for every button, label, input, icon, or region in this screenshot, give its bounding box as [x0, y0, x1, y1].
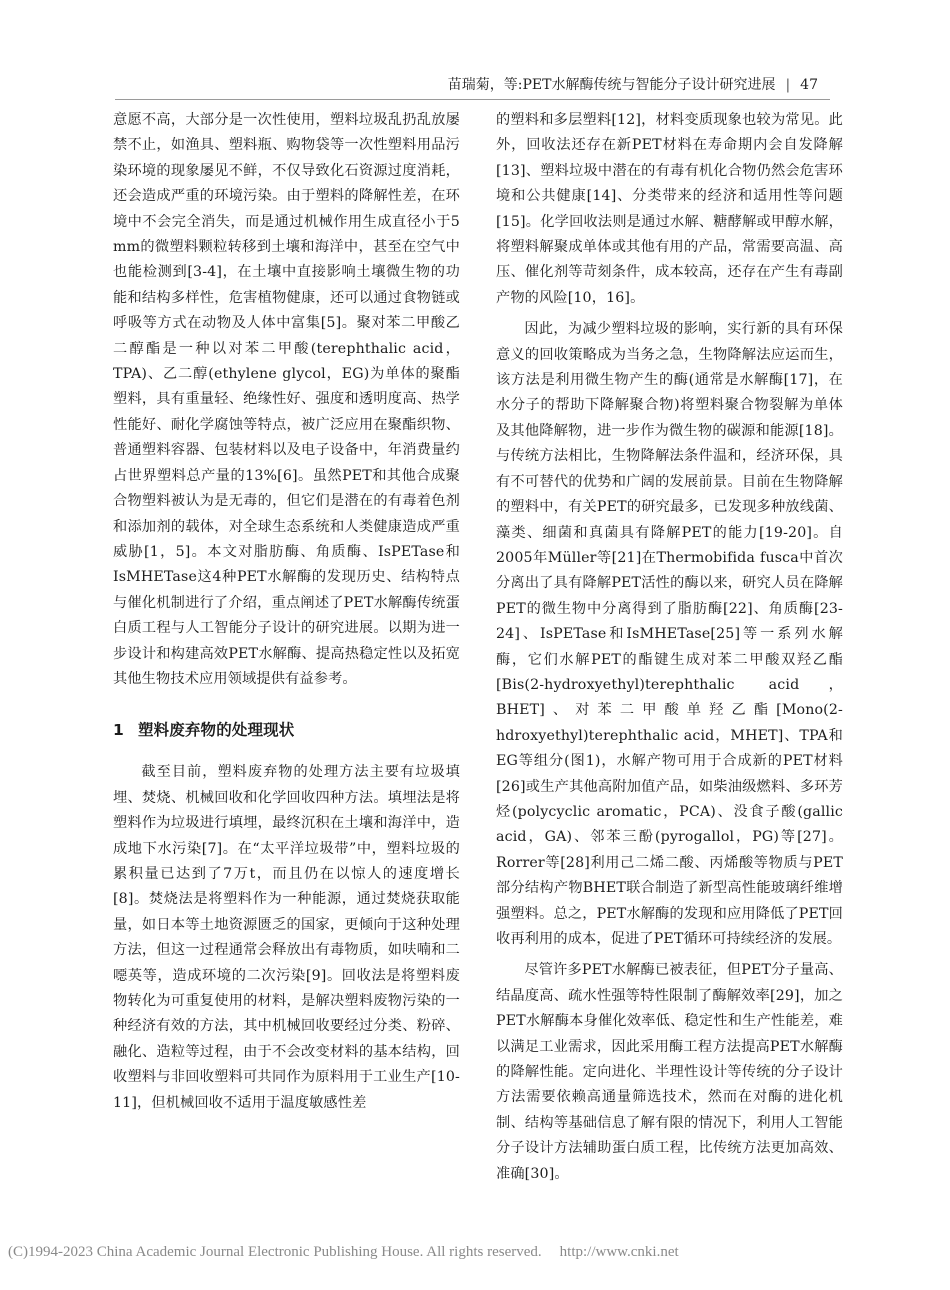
right-paragraph-2: 因此，为减少塑料垃圾的影响，实行新的具有环保意义的回收策略成为当务之急，生物降解法应运而生，该方法是利用微生物产生的酶(通常是水解酶[17]，在水分子的帮助下降解聚合物)将塑料聚合物裂解为单体及其他降解物，进一步作为微生物的碳源和能源[18]。与传统方法相比，生物降解法条件温和，经济环保，具有不可替代的优势和广阔的发展前景。目前在生物降解的塑料中，有关PET的研究最多，已发现多种放线菌、藻类、细菌和真菌具有降解PET的能力[19-20]。自2005年Müller等[21]在Thermobifida fusca中首次分离出了具有降解PET活性的酶以来，研究人员在降解PET的微生物中分离得到了脂肪酶[22]、角质酶[23-24]、IsPETase和IsMHETase[25]等一系列水解酶，它们水解PET的酯键生成对苯二甲酸双羟乙酯[Bis(2-hydroxyethyl)terephthalic acid，BHET]、对苯二甲酸单羟乙酯[Mono(2-hdroxyethyl)terephthalic acid，MHET]、TPA和EG等组分(图1)，水解产物可用于合成新的PET材料[26]或生产其他高附加值产品，如柴油级燃料、多环芳烃(polycyclic aromatic，PCA)、没食子酸(gallic acid，GA)、邻苯三酚(pyrogallol，PG)等[27]。Rorrer等[28]利用己二烯二酸、丙烯酸等物质与PET部分结构产物BHET联合制造了新型高性能玻璃纤维增强塑料。总之，PET水解酶的发现和应用降低了PET回收再利用的成本，促进了PET循环可持续经济的发展。	[496, 321, 843, 947]
section-heading	[113, 718, 460, 742]
page-number: 47	[800, 77, 818, 93]
left-paragraph-1: 意愿不高，大部分是一次性使用，塑料垃圾乱扔乱放屡禁不止，如渔具、塑料瓶、购物袋等一次性塑料用品污染环境的现象屡见不鲜，不仅导致化石资源过度消耗，还会造成严重的环境污染。由于塑料的降解性差，在环境中不会完全消失，而是通过机械作用生成直径小于5 mm的微塑料颗粒转移到土壤和海洋中，甚至在空气中也能检测到[3-4]，在土壤中直接影响土壤微生物的功能和结构多样性，危害植物健康，还可以通过食物链或呼吸等方式在动物及人体中富集[5]。聚对苯二甲酸乙二醇酯是一种以对苯二甲酸(terephthalic acid，TPA)、乙二醇(ethylene glycol，EG)为单体的聚酯塑料，具有重量轻、绝缘性好、强度和透明度高、热学性能好、耐化学腐蚀等特点，被广泛应用在聚酯织物、普通塑料容器、包装材料以及电子设备中，年消费量约占世界塑料总产量的13%[6]。虽然PET和其他合成聚合物塑料被认为是无毒的，但它们是潜在的有毒着色剂和添加剂的载体，对全球生态系统和人类健康造成严重威胁[1，5]。本文对脂肪酶、角质酶、IsPETase和IsMHETase这4种PET水解酶的发现历史、结构特点与催化机制进行了介绍，重点阐述了PET水解酶传统蛋白质工程与人工智能分子设计的研究进展。以期为进一步设计和构建高效PET水解酶、提高热稳定性以及拓宽其他生物技术应用领域提供有益参考。	[113, 112, 460, 687]
footer	[8, 1244, 942, 1261]
left-paragraph-2: 截至目前，塑料废弃物的处理方法主要有垃圾填埋、焚烧、机械回收和化学回收四种方法。填埋法是将塑料作为垃圾进行填埋，最终沉积在土壤和海洋中，造成地下水污染[7]。在“太平洋垃圾带”中，塑料垃圾的累积量已达到了7万t，而且仍在以惊人的速度增长[8]。焚烧法是将塑料作为一种能源，通过焚烧获取能量，如日本等土地资源匮乏的国家，更倾向于这种处理方法，但这一过程通常会释放出有毒物质，如呋喃和二噁英等，造成环境的二次污染[9]。回收法是将塑料废物转化为可重复使用的材料，是解决塑料废物污染的一种经济有效的方法，其中机械回收要经过分类、粉碎、融化、造粒等过程，由于不会改变材料的基本结构，回收塑料与非回收塑料可共同作为原料用于工业生产[10-11]，但机械回收不适用于温度敏感性差	[113, 764, 460, 1111]
section-title: 塑料废弃物的处理现状	[137, 721, 295, 740]
right-paragraph-3: 尽管许多PET水解酶已被表征，但PET分子量高、结晶度高、疏水性强等特性限制了酶解效率[29]，加之PET水解酶本身催化效率低、稳定性和生产性能差，难以满足工业需求，因此采用酶工程方法提高PET水解酶的降解性能。定向进化、半理性设计等传统的分子设计方法需要依赖高通量筛选技术，然而在对酶的进化机制、结构等基础信息了解有限的情况下，利用人工智能分子设计方法辅助蛋白质工程，比传统方法更加高效、准确[30]。	[496, 962, 843, 1182]
section-number: 1	[113, 721, 124, 740]
footer-url[interactable]: http://www.cnki.net	[559, 1244, 679, 1260]
header-rule	[115, 99, 830, 100]
right-column	[496, 108, 843, 1187]
right-paragraph-1: 的塑料和多层塑料[12]，材料变质现象也较为常见。此外，回收法还存在新PET材料在寿命期内会自发降解[13]、塑料垃圾中潜在的有毒有机化合物仍然会危害环境和公共健康[14]、分类带来的经济和适用性等问题[15]。化学回收法则是通过水解、糖酵解或甲醇水解，将塑料解聚成单体或其他有用的产品，常需要高温、高压、催化剂等苛刻条件，成本较高，还存在产生有毒副产物的风险[10，16]。	[496, 112, 843, 306]
running-title: 苗瑞菊，等:PET水解酶传统与智能分子设计研究进展	[447, 77, 776, 93]
left-column	[113, 108, 460, 1116]
running-header	[448, 74, 818, 94]
header-separator: |	[785, 77, 791, 93]
copyright-notice: (C)1994-2023 China Academic Journal Electronic Publishing House. All rights reserved.	[8, 1244, 542, 1260]
